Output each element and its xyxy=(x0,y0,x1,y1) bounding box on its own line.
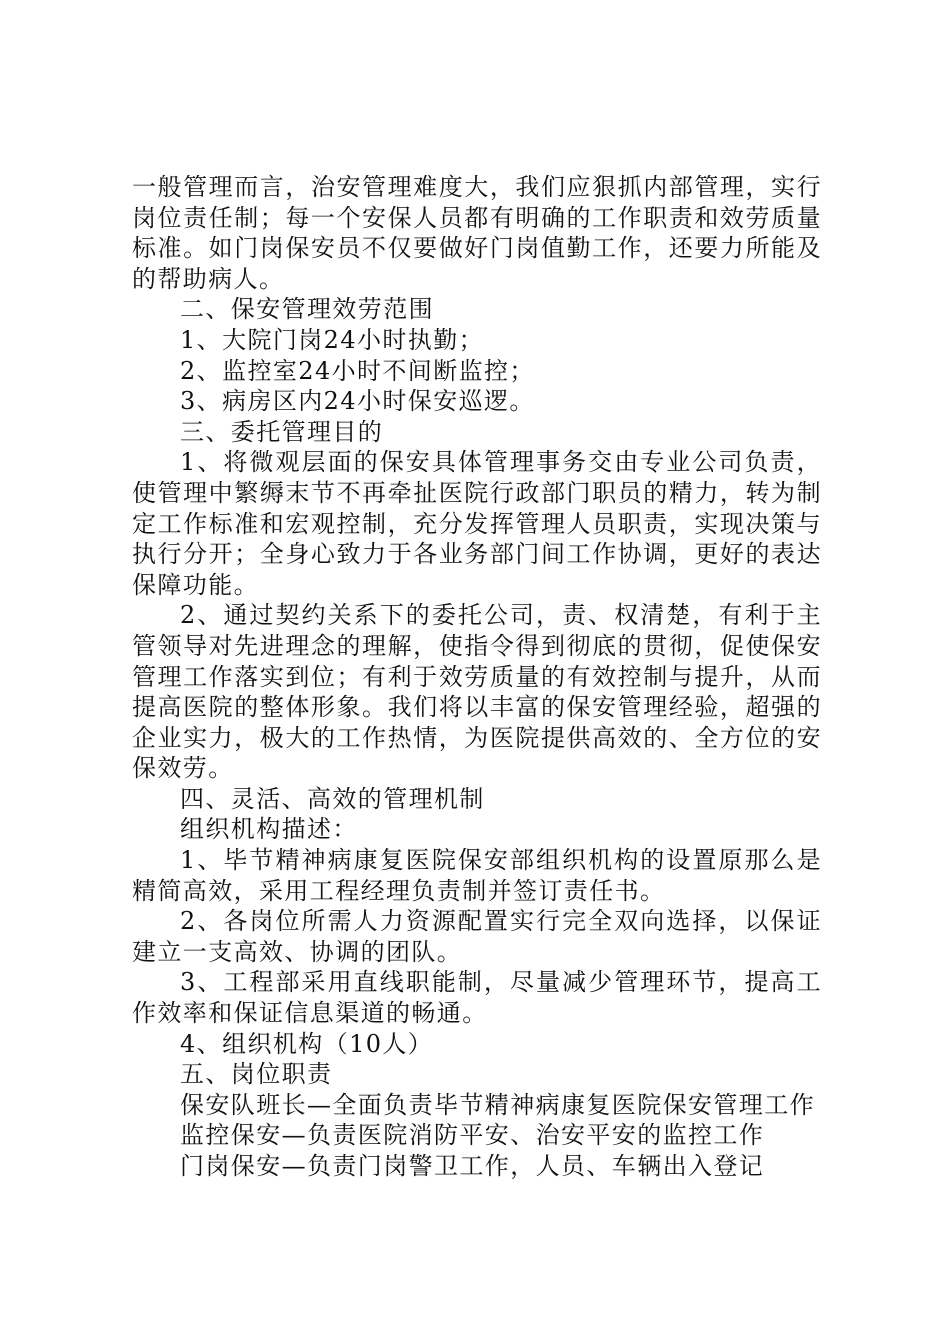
paragraph-org-4: 4、组织机构（10人） xyxy=(180,1029,434,1058)
paragraph-org-1: 1、毕节精神病康复医院保安部组织机构的设置原那么是精简高效，采用工程经理负责制并签订责任书。 xyxy=(132,846,822,905)
heading-section-2: 二、保安管理效劳范围 xyxy=(180,295,434,324)
list-item-patrol: 3、病房区内24小时保安巡逻。 xyxy=(180,387,535,416)
document-body xyxy=(132,172,822,1182)
list-item-monitoring: 2、监控室24小时不间断监控； xyxy=(180,356,535,385)
duty-monitoring-guard: 监控保安—负责医院消防平安、治安平安的监控工作 xyxy=(180,1121,765,1150)
heading-section-3: 三、委托管理目的 xyxy=(180,417,384,446)
subheading-org-description: 组织机构描述： xyxy=(180,815,358,844)
heading-section-4: 四、灵活、高效的管理机制 xyxy=(180,784,485,813)
duty-team-leader: 保安队班长—全面负责毕节精神病康复医院保安管理工作 xyxy=(180,1090,815,1119)
heading-section-5: 五、岗位职责 xyxy=(180,1060,333,1089)
duty-gate-guard: 门岗保安—负责门岗警卫工作，人员、车辆出入登记 xyxy=(180,1152,765,1180)
paragraph-management-intro: 一般管理而言，治安管理难度大，我们应狠抓内部管理，实行岗位责任制；每一个安保人员都有明确的工作职责和效劳质量标准。如门岗保安员不仅要做好门岗值勤工作，还要力所能及的帮助病人。 xyxy=(132,173,822,293)
paragraph-org-3: 3、工程部采用直线职能制，尽量减少管理环节，提高工作效率和保证信息渠道的畅通。 xyxy=(132,968,822,1028)
paragraph-purpose-1: 1、将微观层面的保安具体管理事务交由专业公司负责，使管理中繁缛末节不再牵扯医院行政部门职员的精力，转为制定工作标准和宏观控制，充分发挥管理人员职责，实现决策与执行分开；全身心致力于各业务部门间工作协调，更好的表达保障功能。 xyxy=(132,448,822,599)
paragraph-org-2: 2、各岗位所需人力资源配置实行完全双向选择，以保证建立一支高效、协调的团队。 xyxy=(132,907,822,966)
paragraph-purpose-2: 2、通过契约关系下的委托公司，责、权清楚，有利于主管领导对先进理念的理解，使指令得到彻底的贯彻，促使保安管理工作落实到位；有利于效劳质量的有效控制与提升，从而提高医院的整体形象。我们将以丰富的保安管理经验，超强的企业实力，极大的工作热情，为医院提供高效的、全方位的安保效劳。 xyxy=(132,601,822,783)
list-item-gate-duty: 1、大院门岗24小时执勤； xyxy=(180,325,485,354)
